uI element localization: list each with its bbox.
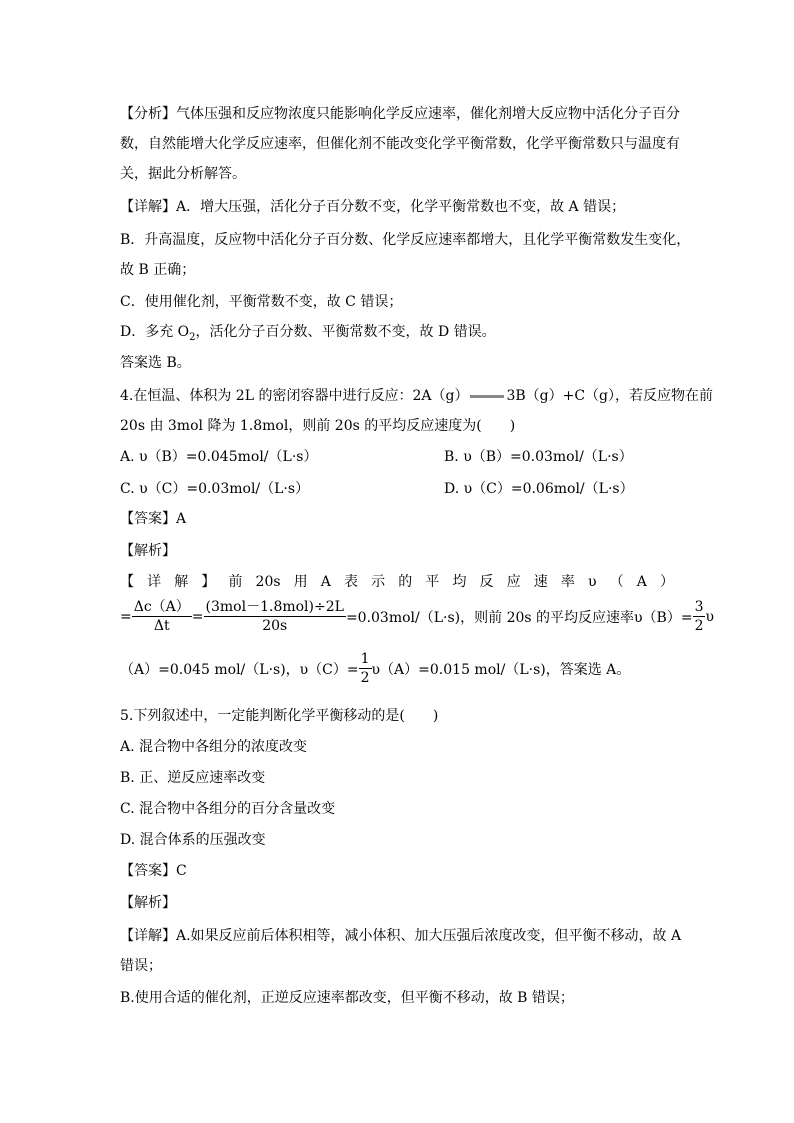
question-4-line-2: 20s 由 3mol 降为 1.8mol，则前 20s 的平均反应速度为( ) [120, 418, 516, 434]
reversible-arrow-icon [470, 395, 504, 398]
q4-analysis-heading: 【解析】 [120, 543, 176, 559]
q4-option-a: A. υ（B）=0.045mol/（L·s） [120, 449, 318, 465]
analysis-line-1: 【分析】气体压强和反应物浓度只能影响化学反应速率，催化剂增大反应物中活化分子百分 [120, 106, 680, 122]
q4-equation-line-2: （A）=0.045 mol/（L·s)，υ（C）= $\frac{1}{2}$ υ（A）=0.015 mol/（L·s)，答案选 A。 [120, 651, 631, 686]
detail-line-a: 【详解】A．增大压强，活化分子百分数不变，化学平衡常数也不变，故 A 错误； [120, 199, 626, 215]
analysis-line-3: 关，据此分析解答。 [120, 166, 246, 182]
q5-detail-line-3: B.使用合适的催化剂，正逆反应速率都改变，但平衡不移动，故 B 错误； [120, 990, 574, 1006]
answer-choice-b: 答案选 B。 [120, 355, 191, 371]
detail-line-c: C．使用催化剂，平衡常数不变，故 C 错误； [120, 294, 403, 310]
q4-option-c: C. υ（C）=0.03mol/（L·s） [120, 481, 310, 497]
q4-equation-line-1: = $\frac{\Delta c(A)}{\Delta t}$ = $\frac{\text{(3mol－1.8mol)÷2L}}{20s}$ =0.03mol/（L·s)，则前 20s 的平均反应速率υ（B）= $\frac{3}{2}$ υ [120, 599, 714, 634]
q5-option-a: A. 混合物中各组分的浓度改变 [120, 739, 308, 755]
question-5-stem: 5.下列叙述中，一定能判断化学平衡移动的是( ) [120, 708, 439, 724]
q5-analysis-heading: 【解析】 [120, 895, 176, 911]
analysis-line-2: 数，自然能增大化学反应速率，但催化剂不能改变化学平衡常数，化学平衡常数只与温度有 [120, 136, 680, 152]
detail-line-d: D．多充 $O_2$，活化分子百分数、平衡常数不变，故 D 错误。 [120, 324, 496, 343]
q4-answer: 【答案】A [120, 511, 187, 527]
fraction-delta-c-over-delta-t: $\frac{\Delta c(A)}{\Delta t}$ [133, 599, 190, 634]
detail-line-b-cont: 故 B 正确； [120, 262, 196, 278]
q4-detail-justified: 【 详 解 】 前 20s 用 A 表 示 的 平 均 反 应 速 率 υ （ A ） [120, 574, 674, 590]
fraction-concentration-over-time: $\frac{\text{(3mol－1.8mol)÷2L}}{20s}$ [205, 599, 344, 634]
q5-detail-line-2: 错误； [120, 958, 162, 974]
fraction-three-halves: $\frac{3}{2}$ [694, 599, 704, 634]
question-4-line-1: 4.在恒温、体积为 2L 的密闭容器中进行反应：2A（g） 3B（g）+C（g），若反应物在前 [120, 388, 714, 404]
q5-detail-line-1: 【详解】A.如果反应前后体积相等，减小体积、加大压强后浓度改变，但平衡不移动，故 A [120, 928, 682, 944]
q5-option-b: B. 正、逆反应速率改变 [120, 770, 266, 786]
q4-option-d: D. υ（C）=0.06mol/（L·s） [444, 481, 634, 497]
q5-option-d: D. 混合体系的压强改变 [120, 832, 266, 848]
q5-option-c: C. 混合物中各组分的百分含量改变 [120, 801, 336, 817]
detail-line-b: B．升高温度，反应物中活化分子百分数、化学反应速率都增大，且化学平衡常数发生变化， [120, 232, 691, 248]
q5-answer: 【答案】C [120, 863, 187, 879]
fraction-one-half: $\frac{1}{2}$ [360, 651, 370, 686]
q4-option-b: B. υ（B）=0.03mol/（L·s） [444, 449, 633, 465]
